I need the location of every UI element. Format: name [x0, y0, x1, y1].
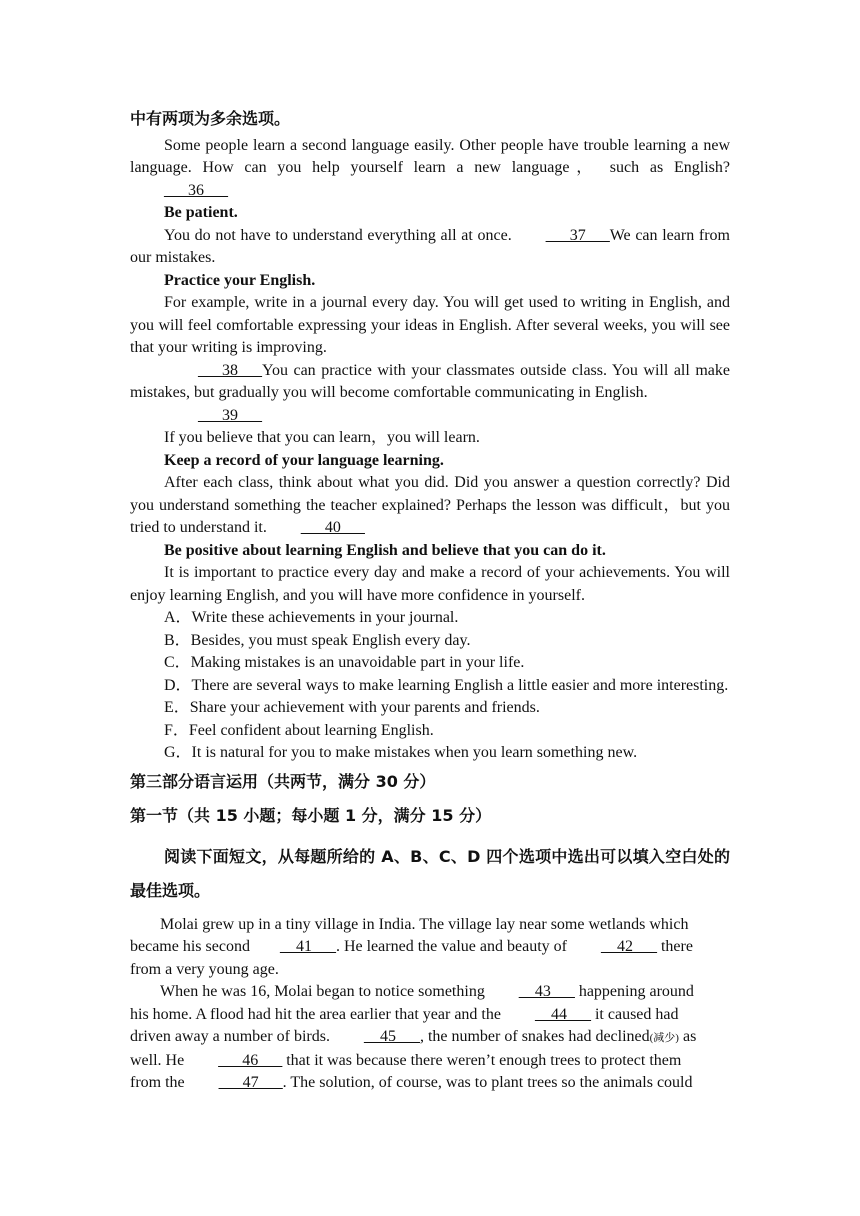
- subsection-title: 第一节（共 15 小题；每小题 1 分，满分 15 分）: [130, 806, 492, 825]
- gloss-note: (减少): [649, 1032, 679, 1044]
- passage-paragraph: [130, 360, 730, 405]
- passage-paragraph: [130, 981, 710, 1095]
- paragraph-text: Molai grew up in a tiny village in India. The village lay near some wetlands which became his second: [130, 915, 689, 955]
- section-title: 第三部分语言运用（共两节，满分 30 分）: [130, 771, 436, 791]
- paragraph-text: as well. He: [130, 1028, 697, 1069]
- blank-39[interactable]: ___39___: [198, 406, 262, 424]
- blank-36[interactable]: ___36___: [164, 181, 228, 199]
- paragraph-text: . He learned the value and beauty of: [335, 938, 567, 955]
- passage-paragraph: [130, 472, 730, 540]
- paragraph-text: that it was because there weren’t enough trees to protect them from the: [130, 1051, 682, 1091]
- heading-be-positive: Be positive about learning English and believe that you can do it.: [164, 541, 606, 559]
- blank-40[interactable]: ___40___: [300, 519, 365, 536]
- heading-practice: Practice your English.: [164, 271, 316, 289]
- blank-42[interactable]: __42___: [600, 938, 657, 955]
- blank-44[interactable]: __44___: [534, 1005, 591, 1023]
- option-g[interactable]: G．It is natural for you to make mistakes when you learn something new.: [164, 744, 638, 761]
- passage-paragraph: [130, 914, 705, 982]
- paragraph-text: You do not have to understand everything all at once.: [164, 226, 512, 244]
- blank-43[interactable]: __43___: [518, 983, 575, 1000]
- paragraph-text: , the number of snakes had declined: [419, 1028, 650, 1045]
- option-b[interactable]: B．Besides, you must speak English every day.: [164, 631, 471, 649]
- paragraph-text: happening around his home. A flood had hit the area earlier that year and the: [130, 983, 694, 1023]
- paragraph-text: When he was 16, Molai began to notice something: [160, 983, 485, 1000]
- passage-paragraph: [130, 405, 730, 428]
- paragraph-text: You can practice with your classmates outside class. You will all make mistakes, but gradually you will become comfortable communicating in English.: [130, 361, 730, 401]
- heading-keep-record: Keep a record of your language learning.: [164, 451, 444, 469]
- section-instruction: 阅读下面短文，从每题所给的 A、B、C、D 四个选项中选出可以填入空白处的最佳选项。: [130, 846, 730, 900]
- blank-47[interactable]: ___47___: [218, 1074, 283, 1091]
- passage-paragraph: For example, write in a journal every day. You will get used to writing in English, and you will feel comfortable expressing your ideas in English. After several weeks, you will see that your writing is improving.: [130, 294, 730, 356]
- passage-paragraph: [130, 135, 730, 203]
- passage-paragraph: [130, 225, 730, 270]
- document-page: [130, 108, 730, 1095]
- paragraph-text: there from a very young age.: [130, 938, 693, 978]
- blank-37[interactable]: ___37___: [545, 226, 610, 244]
- blank-38[interactable]: ___38___: [198, 361, 262, 379]
- option-e[interactable]: E．Share your achievement with your parents and friends.: [164, 699, 540, 716]
- passage-paragraph: If you believe that you can learn，you will learn.: [164, 429, 480, 446]
- option-d[interactable]: D．There are several ways to make learning English a little easier and more interesting.: [164, 676, 729, 694]
- blank-46[interactable]: ___46___: [218, 1051, 283, 1069]
- option-a[interactable]: A．Write these achievements in your journal.: [164, 609, 459, 626]
- option-c[interactable]: C．Making mistakes is an unavoidable part in your life.: [164, 654, 525, 671]
- paragraph-text: After each class, think about what you did. Did you answer a question correctly? Did you understand something the teacher explained? Perhaps the lesson was difficult，but you tried to understand it.: [130, 474, 730, 536]
- passage-paragraph: It is important to practice every day and make a record of your achievements. You will enjoy learning English, and you will have more confidence in yourself.: [130, 564, 730, 604]
- paragraph-text: . The solution, of course, was to plant trees so the animals could: [282, 1074, 693, 1091]
- blank-41[interactable]: __41___: [279, 938, 336, 955]
- paragraph-text: it caused had driven away a number of birds.: [130, 1005, 679, 1045]
- paragraph-text: Some people learn a second language easily. Other people have trouble learning a new language. How can you help yourself learn a new language， such as English?: [130, 136, 730, 176]
- instruction-tail: 中有两项为多余选项。: [130, 109, 291, 128]
- blank-45[interactable]: __45___: [363, 1028, 420, 1045]
- paragraph-text: We can learn from our mistakes.: [130, 226, 731, 266]
- option-f[interactable]: F．Feel confident about learning English.: [164, 721, 434, 739]
- heading-be-patient: Be patient.: [164, 204, 238, 221]
